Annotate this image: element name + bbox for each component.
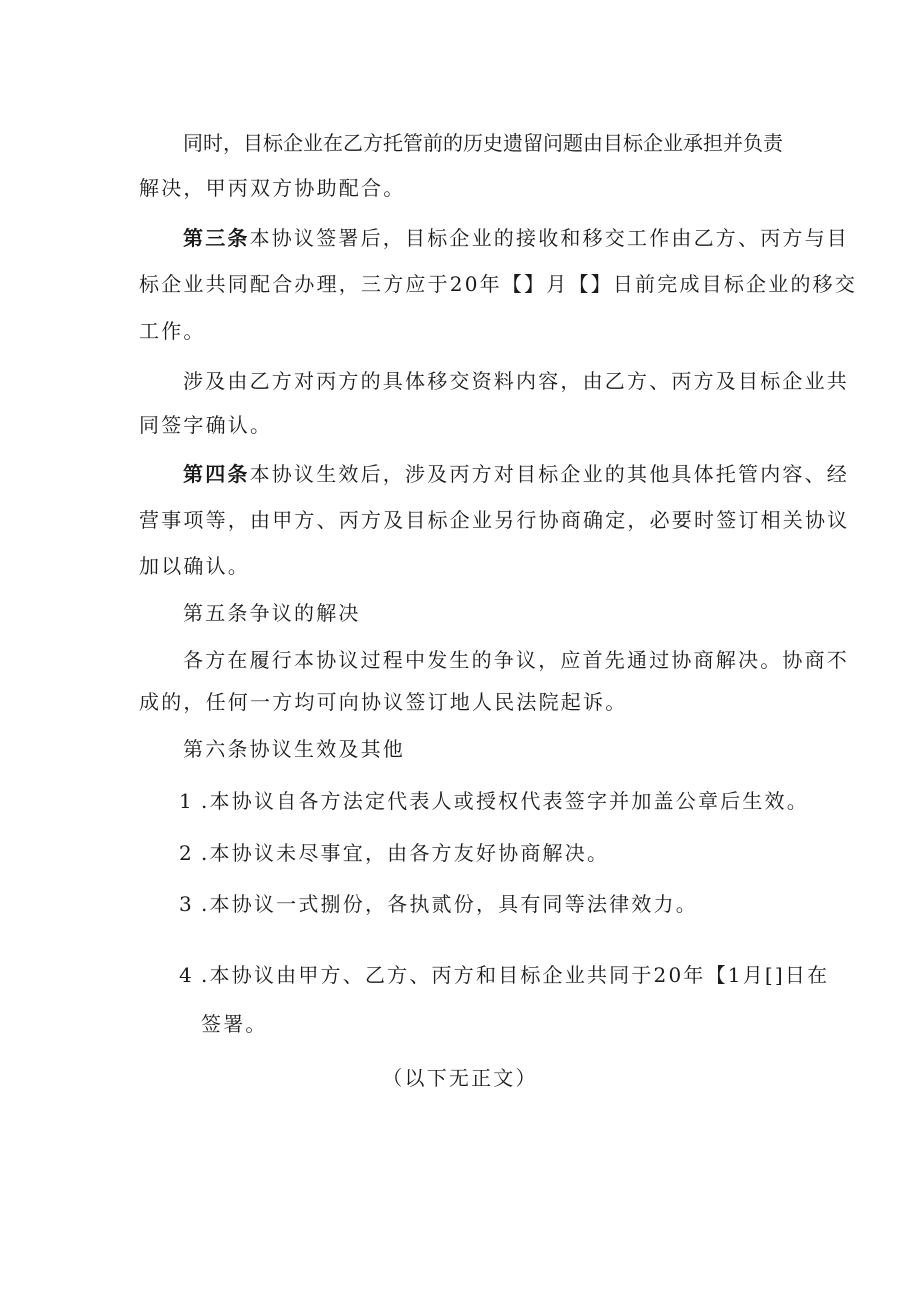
end-of-text-note: （以下无正文） <box>382 1066 538 1090</box>
article-5-heading: 第五条争议的解决 <box>183 601 361 625</box>
list-item-number: 4 <box>179 963 194 987</box>
paragraph-line: 涉及由乙方对丙方的具体移交资料内容，由乙方、丙方及目标企业共 <box>183 369 849 393</box>
article-4-heading: 第四条 <box>183 462 250 486</box>
paragraph-line: 同签字确认。 <box>139 413 273 437</box>
list-item-text: .本协议未尽事宜，由各方友好协商解决。 <box>201 841 610 865</box>
article-3-line: 标企业共同配合办理，三方应于20年【】月【】日前完成目标企业的移交 <box>139 272 858 296</box>
article-3-line: 工作。 <box>139 319 206 343</box>
paragraph-line <box>183 131 781 155</box>
article-4-text: 本协议生效后，涉及丙方对目标企业的其他具体托管内容、经 <box>249 462 850 486</box>
list-item-number: 3 <box>179 892 194 916</box>
list-item <box>179 789 809 813</box>
list-item <box>179 892 698 916</box>
list-item-text: .本协议一式捌份，各执贰份，具有同等法律效力。 <box>201 892 698 916</box>
article-6-heading: 第六条协议生效及其他 <box>183 737 405 761</box>
article-4-line: 营事项等，由甲方、丙方及目标企业另行协商确定，必要时签订相关协议 <box>139 508 850 532</box>
article-3-text: 本协议签署后，目标企业的接收和移交工作由乙方、丙方与目 <box>249 226 850 250</box>
article-5-line: 各方在履行本协议过程中发生的争议，应首先通过协商解决。协商不 <box>183 648 849 672</box>
article-4-line: 加以确认。 <box>139 554 250 578</box>
article-4-line <box>183 462 849 486</box>
paragraph-line: 解决，甲丙双方协助配合。 <box>139 176 406 200</box>
list-item <box>179 963 829 987</box>
list-item-text: .本协议自各方法定代表人或授权代表签字并加盖公章后生效。 <box>201 789 809 813</box>
list-item <box>179 841 609 865</box>
list-item-continuation: 签署。 <box>201 1012 268 1036</box>
paragraph-text: 同时，目标企业在乙方托管前的历史遗留问题由目标企业承担并负责 <box>183 131 783 155</box>
article-3-line <box>183 226 849 250</box>
article-3-heading: 第三条 <box>183 226 250 250</box>
list-item-number: 2 <box>179 841 194 865</box>
list-item-number: 1 <box>179 789 194 813</box>
article-5-line: 成的，任何一方均可向协议签订地人民法院起诉。 <box>139 690 628 714</box>
list-item-text: .本协议由甲方、乙方、丙方和目标企业共同于20年【1月[]日在 <box>201 963 830 987</box>
